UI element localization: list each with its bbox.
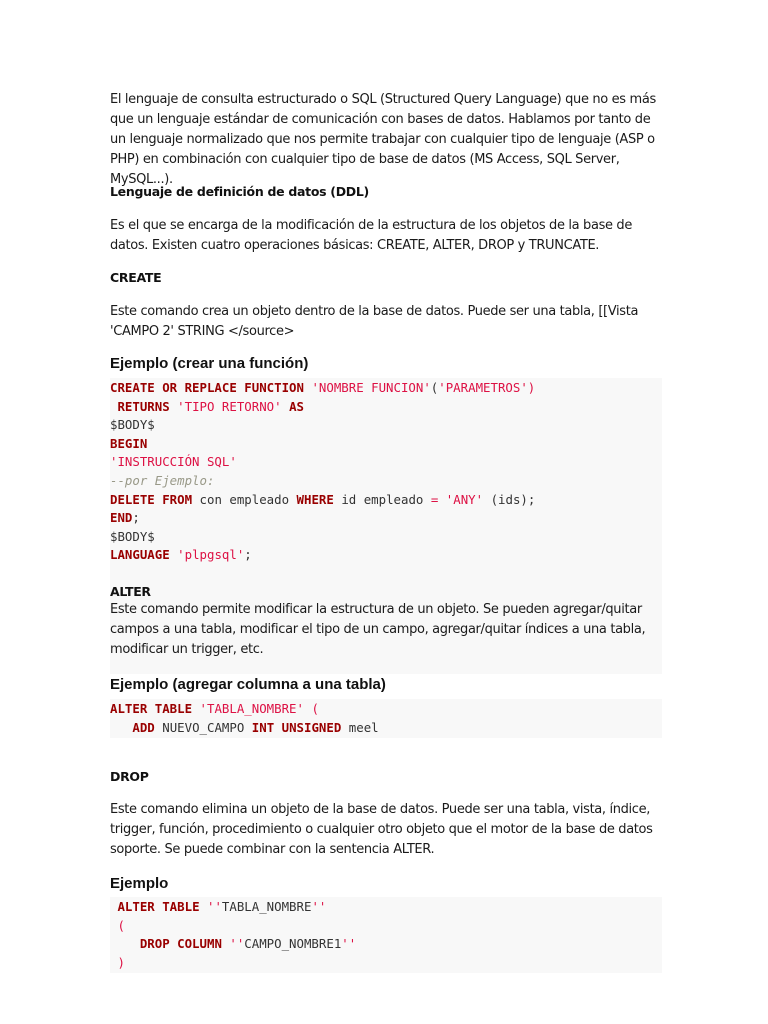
example-add-column-title: Ejemplo (agregar columna a una tabla) (110, 676, 386, 693)
alter-section (110, 574, 662, 674)
create-heading: CREATE (110, 270, 162, 285)
code-line: ALTER TABLE 'TABLA_NOMBRE' ( (110, 701, 319, 716)
code-line: $BODY$ (110, 417, 155, 433)
create-description: Este comando crea un objeto dentro de la base de datos. Puede ser una tabla, [[Vista 'CAMPO 2' STRING </source> (110, 304, 639, 339)
code-line: ( (117, 917, 125, 933)
code-block-alter-table (110, 699, 662, 738)
code-line: $BODY$ (110, 528, 155, 544)
code-line: ADD NUEVO_CAMPO INT UNSIGNED meel (132, 719, 379, 735)
code-line: ) (117, 954, 125, 970)
code-line: RETURNS 'TIPO RETORNO' AS (117, 398, 304, 414)
intro-paragraph: El lenguaje de consulta estructurado o SQL (Structured Query Language) que no es más que un lenguaje estándar de comunicación con bases de datos. Hablamos por tanto de un lenguaje normalizado que nos permite trabajar con cualquier tipo de lenguaje (ASP o PHP) en combinación con cualquier tipo de base de datos (MS Access, SQL Server, MySQL...). (110, 92, 656, 187)
alter-heading: ALTER (110, 584, 151, 599)
code-line: ALTER TABLE ''TABLA_NOMBRE'' (117, 899, 327, 914)
example-create-function-title: Ejemplo (crear una función) (110, 355, 309, 372)
code-line: DROP COLUMN ''CAMPO_NOMBRE1'' (139, 936, 357, 952)
code-line: LANGUAGE 'plpgsql'; (110, 547, 252, 563)
ddl-heading: Lenguaje de definición de datos (DDL) (110, 184, 369, 199)
code-line: END; (110, 510, 140, 526)
drop-description: Este comando elimina un objeto de la base de datos. Puede ser una tabla, vista, índice, trigger, función, procedimiento o cualquier otro objeto que el motor de la base de datos soporte. Se puede combinar con la sentencia ALTER. (110, 802, 653, 857)
code-line: 'INSTRUCCIÓN SQL' (110, 454, 237, 470)
alter-description: Este comando permite modificar la estructura de un objeto. Se pueden agregar/quitar campos a una tabla, modificar el tipo de un campo, agregar/quitar índices a una tabla, modificar un trigger, etc. (110, 602, 646, 657)
code-line: DELETE FROM con empleado WHERE id empleado = 'ANY' (ids); (110, 491, 536, 507)
code-block-create-function (110, 378, 662, 575)
ddl-description: Es el que se encarga de la modificación de la estructura de los objetos de la base de datos. Existen cuatro operaciones básicas: CREATE, ALTER, DROP y TRUNCATE. (110, 218, 632, 253)
code-line: BEGIN (110, 435, 148, 451)
code-line: CREATE OR REPLACE FUNCTION 'NOMBRE FUNCION'('PARAMETROS') (110, 380, 536, 395)
drop-heading: DROP (110, 769, 149, 784)
example-drop-title: Ejemplo (110, 875, 169, 892)
code-block-drop-column (110, 897, 662, 973)
code-line: --por Ejemplo: (110, 472, 215, 488)
